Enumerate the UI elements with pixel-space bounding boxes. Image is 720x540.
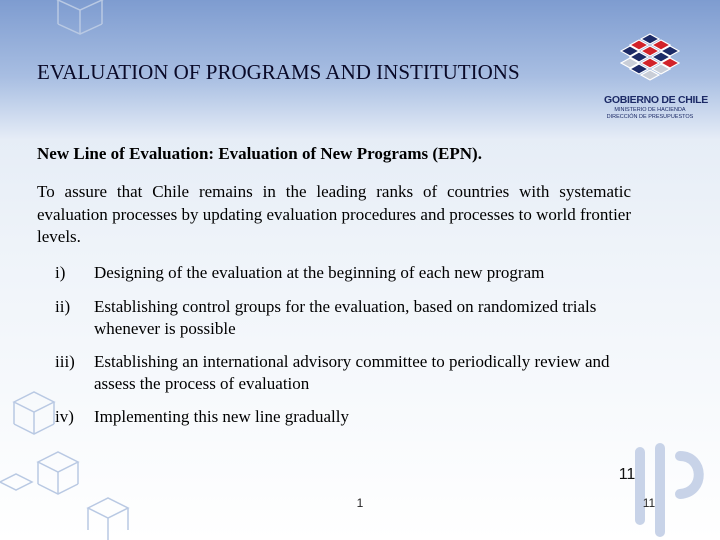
slide-subtitle: New Line of Evaluation: Evaluation of New Programs (EPN). <box>37 144 482 163</box>
list-item-text: Implementing this new line gradually <box>94 407 349 426</box>
government-logo <box>604 32 708 122</box>
list-item-text: Establishing an international advisory committee to periodically review and assess the process of evaluation <box>94 352 610 393</box>
slide-title: EVALUATION OF PROGRAMS AND INSTITUTIONS <box>37 60 520 84</box>
intro-paragraph: To assure that Chile remains in the leading ranks of countries with systematic evaluation processes by updating evaluation procedures and processes to world frontier levels. <box>37 182 631 246</box>
chile-government-cube-logo-icon <box>620 32 680 92</box>
logo-ministry: MINISTERIO DE HACIENDA <box>614 107 686 113</box>
list-item-number: iv) <box>55 407 74 426</box>
list-item-number: iii) <box>55 352 75 371</box>
logo-direction: DIRECCIÓN DE PRESUPUESTOS <box>606 114 694 120</box>
footer-left-number: 1 <box>356 496 364 510</box>
logo-name: GOBIERNO DE CHILE <box>604 94 708 106</box>
list-item-text: Designing of the evaluation at the beginning of each new program <box>94 263 545 282</box>
list-item-text: Establishing control groups for the evaluation, based on randomized trials whenever is possible <box>94 297 597 338</box>
list-item-number: i) <box>55 263 66 282</box>
list-item-number: ii) <box>55 297 71 316</box>
slide-page-number: 11 <box>618 466 636 483</box>
footer-right-number: 11 <box>642 496 656 510</box>
